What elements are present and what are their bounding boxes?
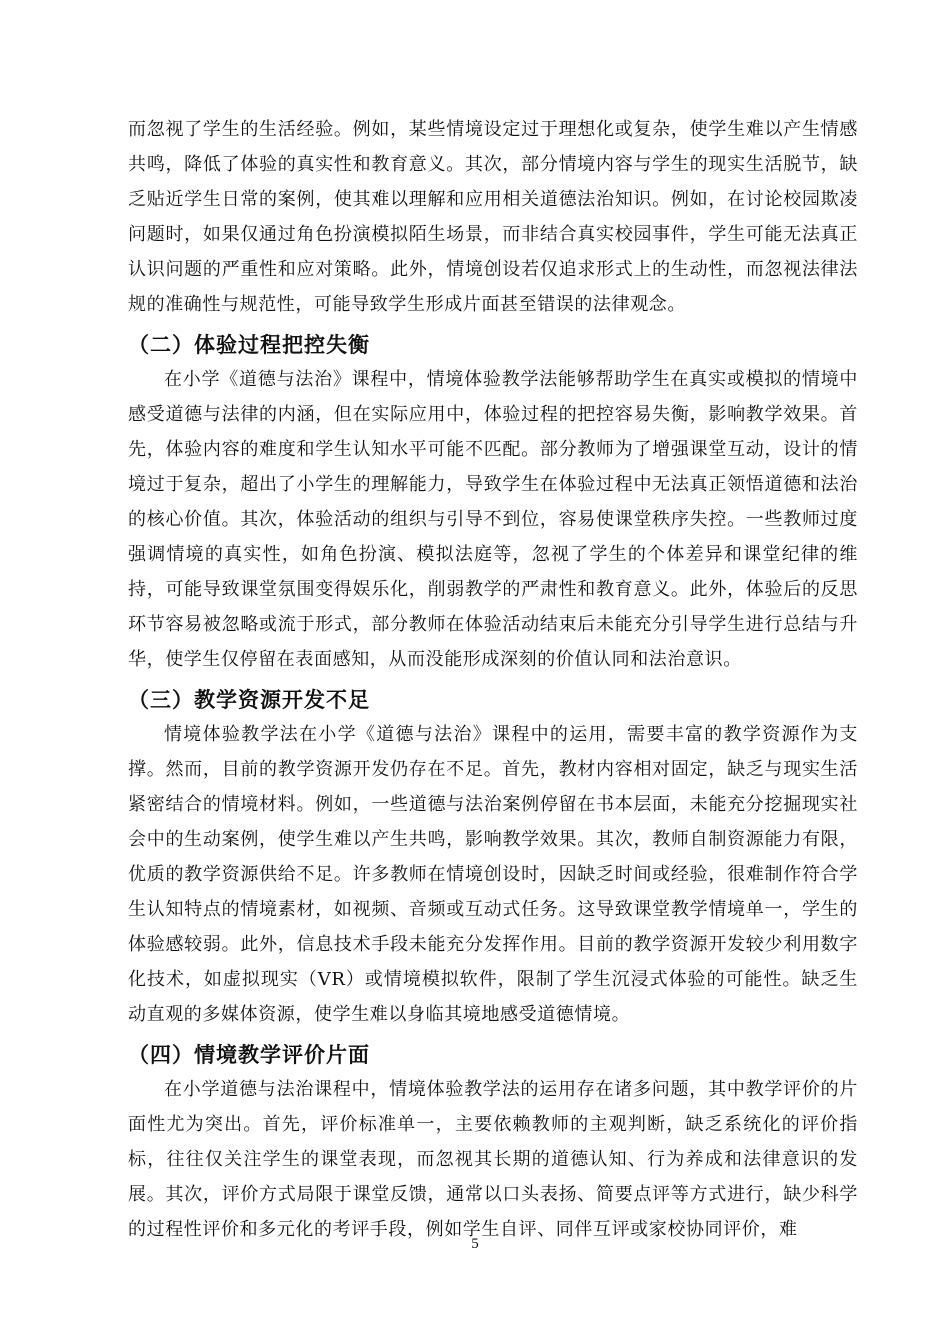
paragraph-section-3: 情境体验教学法在小学《道德与法治》课程中的运用，需要丰富的教学资源作为支撑。然而，目前的教学资源开发仍存在不足。首先，教材内容相对固定，缺乏与现实生活紧密结合的情境材料。例如，一些道德与法治案例停留在书本层面，未能充分挖掘现实社会中的生动案例，使学生难以产生共鸣，影响教学效果。其次，教师自制资源能力有限，优质的教学资源供给不足。许多教师在情境创设时，因缺乏时间或经验，很难制作符合学生认知特点的情境素材，如视频、音频或互动式任务。这导致课堂教学情境单一，学生的体验感较弱。此外，信息技术手段未能充分发挥作用。目前的教学资源开发较少利用数字化技术，如虚拟现实（VR）或情境模拟软件，限制了学生沉浸式体验的可能性。缺乏生动直观的多媒体资源，使学生难以身临其境地感受道德情境。 [128,724,858,1025]
section-heading-2: （二）体验过程把控失衡 [128,333,370,357]
paragraph-section-2: 在小学《道德与法治》课程中，情境体验教学法能够帮助学生在真实或模拟的情境中感受道德与法律的内涵，但在实际应用中，体验过程的把控容易失衡，影响教学效果。首先，体验内容的难度和学生认知水平可能不匹配。部分教师为了增强课堂互动，设计的情境过于复杂，超出了小学生的理解能力，导致学生在体验过程中无法真正领悟道德和法治的核心价值。其次，体验活动的组织与引导不到位，容易使课堂秩序失控。一些教师过度强调情境的真实性，如角色扮演、模拟法庭等，忽视了学生的个体差异和课堂纪律的维持，可能导致课堂氛围变得娱乐化，削弱教学的严肃性和教育意义。此外，体验后的反思环节容易被忽略或流于形式，部分教师在体验活动结束后未能充分引导学生进行总结与升华，使学生仅停留在表面感知，从而没能形成深刻的价值认同和法治意识。 [128,369,858,670]
paragraph-continuation: 而忽视了学生的生活经验。例如，某些情境设定过于理想化或复杂，使学生难以产生情感共鸣，降低了体验的真实性和教育意义。其次，部分情境内容与学生的现实生活脱节，缺乏贴近学生日常的案例，使其难以理解和应用相关道德法治知识。例如，在讨论校园欺凌问题时，如果仅通过角色扮演模拟陌生场景，而非结合真实校园事件，学生可能无法真正认识问题的严重性和应对策略。此外，情境创设若仅追求形式上的生动性，而忽视法律法规的准确性与规范性，可能导致学生形成片面甚至错误的法律观念。 [128,119,858,315]
document-body [128,112,858,1247]
section-heading-4: （四）情境教学评价片面 [128,1043,370,1067]
section-heading-3: （三）教学资源开发不足 [128,688,370,712]
paragraph-section-4: 在小学道德与法治课程中，情境体验教学法的运用存在诸多问题，其中教学评价的片面性尤为突出。首先，评价标准单一，主要依赖教师的主观判断，缺乏系统化的评价指标，往往仅关注学生的课堂表现，而忽视其长期的道德认知、行为养成和法律意识的发展。其次，评价方式局限于课堂反馈，通常以口头表扬、简要点评等方式进行，缺少科学的过程性评价和多元化的考评手段，例如学生自评、同伴互评或家校协同评价，难 [128,1079,858,1240]
page-number: 5 [471,1236,479,1252]
